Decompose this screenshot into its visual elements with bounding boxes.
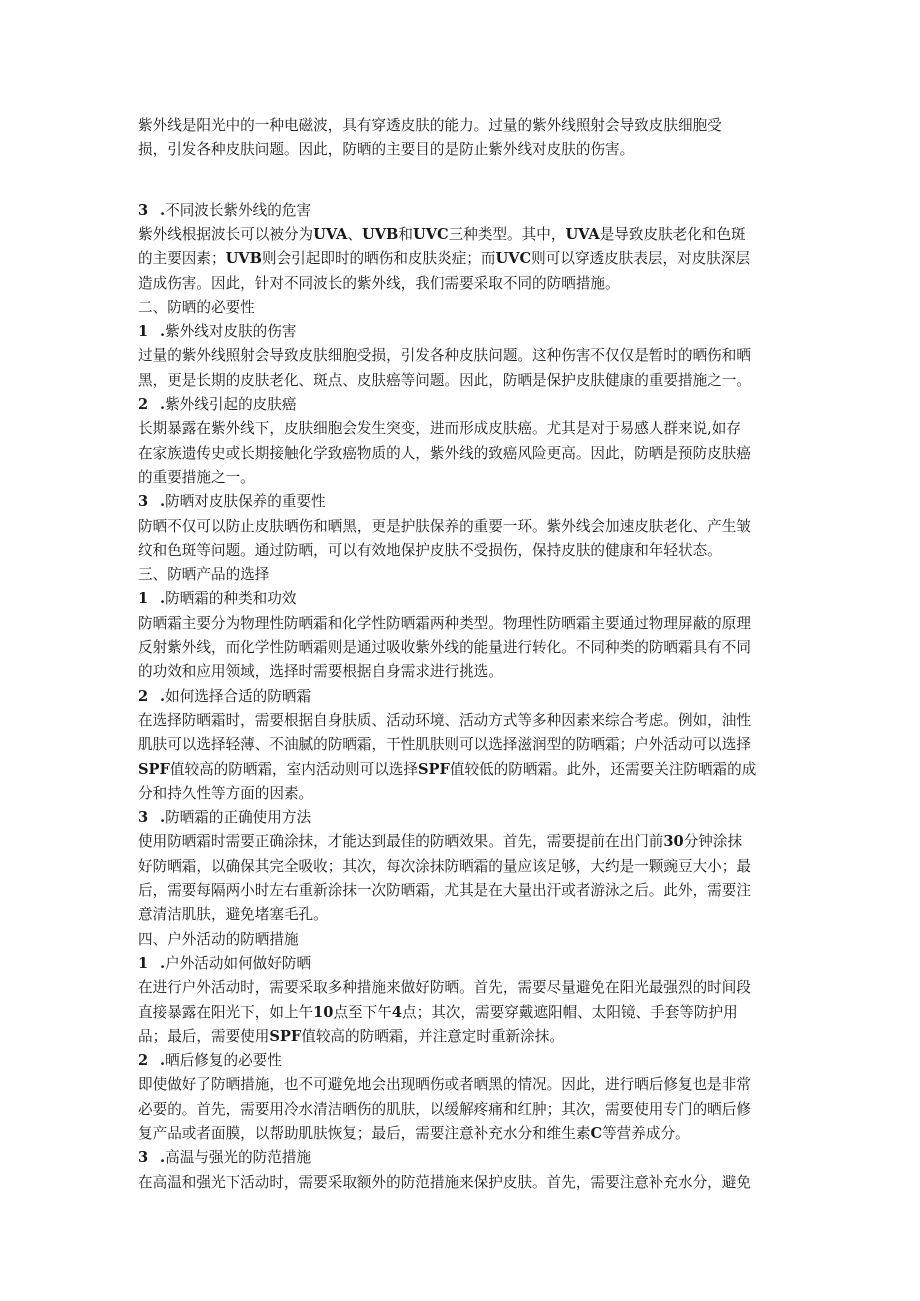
body-text-line: 紫外线是阳光中的一种电磁波，具有穿透皮肤的能力。过量的紫外线照射会导致皮肤细胞受 (138, 117, 722, 134)
heading-number: 3 (138, 1149, 149, 1167)
body-text-line: 在家族遗传史或长期接触化学致癌物质的人，紫外线的致癌风险更高。因此，防晒是预防皮肤癌 (138, 444, 751, 462)
subsection-heading (138, 490, 798, 514)
body-text-line: 意清洁肌肤，避免堵塞毛孔。 (138, 906, 328, 924)
heading-number: 1 (138, 954, 149, 972)
body-text-line: 在高温和强光下活动时，需要采取额外的防范措施来保护皮肤。首先，需要注意补充水分，避免 (138, 1173, 751, 1191)
heading-text: 防晒霜的种类和功效 (165, 590, 297, 608)
body-text-line: 使用防晒霜时需要正确涂抹，才能达到最佳的防晒效果。首先，需要提前在出门前30分钟涂抹 (138, 833, 743, 851)
body-text-line: 的功效和应用领域，选择时需要根据自身需求进行挑选。 (138, 663, 503, 681)
heading-number: 3 (138, 493, 149, 511)
body-text-line: 在选择防晒霜时，需要根据自身肤质、活动环境、活动方式等多种因素来综合考虑。例如，油性 (138, 711, 751, 729)
heading-text: 紫外线对皮肤的伤害 (165, 323, 297, 341)
heading-number: 1 (138, 323, 149, 341)
body-text-line: 品；最后，需要使用SPF值较高的防晒霜，并注意定时重新涂抹。 (138, 1027, 564, 1045)
body-text-line: 紫外线根据波长可以被分为UVA、UVB和UVC三种类型。其中，UVA是导致皮肤老化和色斑 (138, 225, 746, 243)
body-text-line: 分和持久性等方面的因素。 (138, 784, 314, 802)
body-text-line: 的重要措施之一。 (138, 468, 255, 486)
heading-text: 高温与强光的防范措施 (165, 1149, 312, 1167)
subsection-heading (138, 320, 798, 344)
heading-number: 1 (138, 590, 149, 608)
body-text-line: SPF值较高的防晒霜，室内活动则可以选择SPF值较低的防晒霜。此外，还需要关注防晒霜的成 (138, 760, 757, 778)
body-text-line: 黑，更是长期的皮肤老化、斑点、皮肤癌等问题。因此，防晒是保护皮肤健康的重要措施之一。 (138, 371, 751, 389)
heading-dot: . (160, 954, 166, 972)
heading-dot: . (160, 687, 166, 705)
subsection-heading (138, 685, 798, 709)
heading-text: 紫外线引起的皮肤癌 (165, 396, 297, 413)
heading-dot: . (160, 396, 166, 413)
heading-dot: . (160, 201, 166, 219)
body-text-line: 造成伤害。因此，针对不同波长的紫外线，我们需要采取不同的防晒措施。 (138, 274, 620, 292)
body-text-line: 损，引发各种皮肤问题。因此，防晒的主要目的是防止紫外线对皮肤的伤害。 (138, 141, 635, 159)
body-text-line: 后，需要每隔两小时左右重新涂抹一次防晒霜，尤其是在大量出汗或者游泳之后。此外，需要注 (138, 882, 751, 899)
heading-number: 3 (138, 809, 149, 827)
body-text-line: 防晒不仅可以防止皮肤晒伤和晒黑，更是护肤保养的重要一环。紫外线会加速皮肤老化、产生皱 (138, 517, 751, 535)
heading-number: 3 (138, 201, 149, 219)
body-text-line: 在进行户外活动时，需要采取多种措施来做好防晒。首先，需要尽量避免在阳光最强烈的时间段 (138, 979, 751, 997)
subsection-heading (138, 1146, 798, 1170)
heading-number: 2 (138, 396, 149, 413)
heading-text: 如何选择合适的防晒霜 (165, 687, 312, 705)
subsection-heading (138, 587, 798, 611)
subsection-heading (138, 199, 798, 223)
body-text-line: 好防晒霜，以确保其完全吸收；其次，每次涂抹防晒霜的量应该足够，大约是一颗豌豆大小；最 (138, 857, 751, 875)
subsection-heading (138, 1049, 798, 1073)
body-text-line: 复产品或者面膜，以帮助肌肤恢复；最后，需要注意补充水分和维生素C等营养成分。 (138, 1125, 690, 1142)
subsection-heading (138, 806, 798, 830)
heading-dot: . (160, 1149, 166, 1167)
body-text-line: 必要的。首先，需要用冷水清洁晒伤的肌肤，以缓解疼痛和红肿；其次，需要使用专门的晒后修 (138, 1100, 751, 1118)
body-text-line: 反射紫外线，而化学性防晒霜则是通过吸收紫外线的能量进行转化。不同种类的防晒霜具有不同 (138, 639, 751, 656)
heading-number: 2 (138, 687, 149, 705)
heading-text: 防晒霜的正确使用方法 (165, 809, 312, 827)
subsection-heading (138, 952, 798, 976)
heading-dot: . (160, 590, 166, 608)
heading-text: 晒后修复的必要性 (165, 1052, 282, 1070)
heading-text: 不同波长紫外线的危害 (165, 201, 312, 219)
subsection-heading (138, 393, 798, 417)
body-text-line: 直接暴露在阳光下，如上午10点至下午4点；其次，需要穿戴遮阳帽、太阳镜、手套等防护用 (138, 1003, 738, 1021)
section-heading: 三、防晒产品的选择 (138, 566, 270, 584)
body-text-line: 长期暴露在紫外线下，皮肤细胞会发生突变，进而形成皮肤癌。尤其是对于易感人群来说,如存 (138, 420, 741, 438)
heading-dot: . (160, 1052, 166, 1070)
heading-text: 防晒对皮肤保养的重要性 (165, 493, 326, 511)
body-text-line: 肌肤可以选择轻薄、不油腻的防晒霜，干性肌肤则可以选择滋润型的防晒霜；户外活动可以选择 (138, 736, 751, 754)
heading-dot: . (160, 809, 166, 827)
heading-number: 2 (138, 1052, 149, 1070)
body-text-line: 过量的紫外线照射会导致皮肤细胞受损，引发各种皮肤问题。这种伤害不仅仅是暂时的晒伤和晒 (138, 347, 751, 365)
body-text-line: 的主要因素；UVB则会引起即时的晒伤和皮肤炎症；而UVC则可以穿透皮肤表层，对皮肤深层 (138, 250, 751, 268)
heading-dot: . (160, 323, 166, 341)
body-text-line: 纹和色斑等问题。通过防晒，可以有效地保护皮肤不受损伤，保持皮肤的健康和年轻状态。 (138, 541, 722, 559)
section-heading: 二、防晒的必要性 (138, 298, 255, 316)
heading-text: 户外活动如何做好防晒 (165, 954, 312, 972)
section-heading: 四、户外活动的防晒措施 (138, 930, 299, 948)
body-text-line: 防晒霜主要分为物理性防晒霜和化学性防晒霜两种类型。物理性防晒霜主要通过物理屏蔽的原理 (138, 614, 751, 632)
heading-dot: . (160, 493, 166, 511)
body-text-line: 即使做好了防晒措施，也不可避免地会出现晒伤或者晒黑的情况。因此，进行晒后修复也是非常 (138, 1076, 751, 1094)
